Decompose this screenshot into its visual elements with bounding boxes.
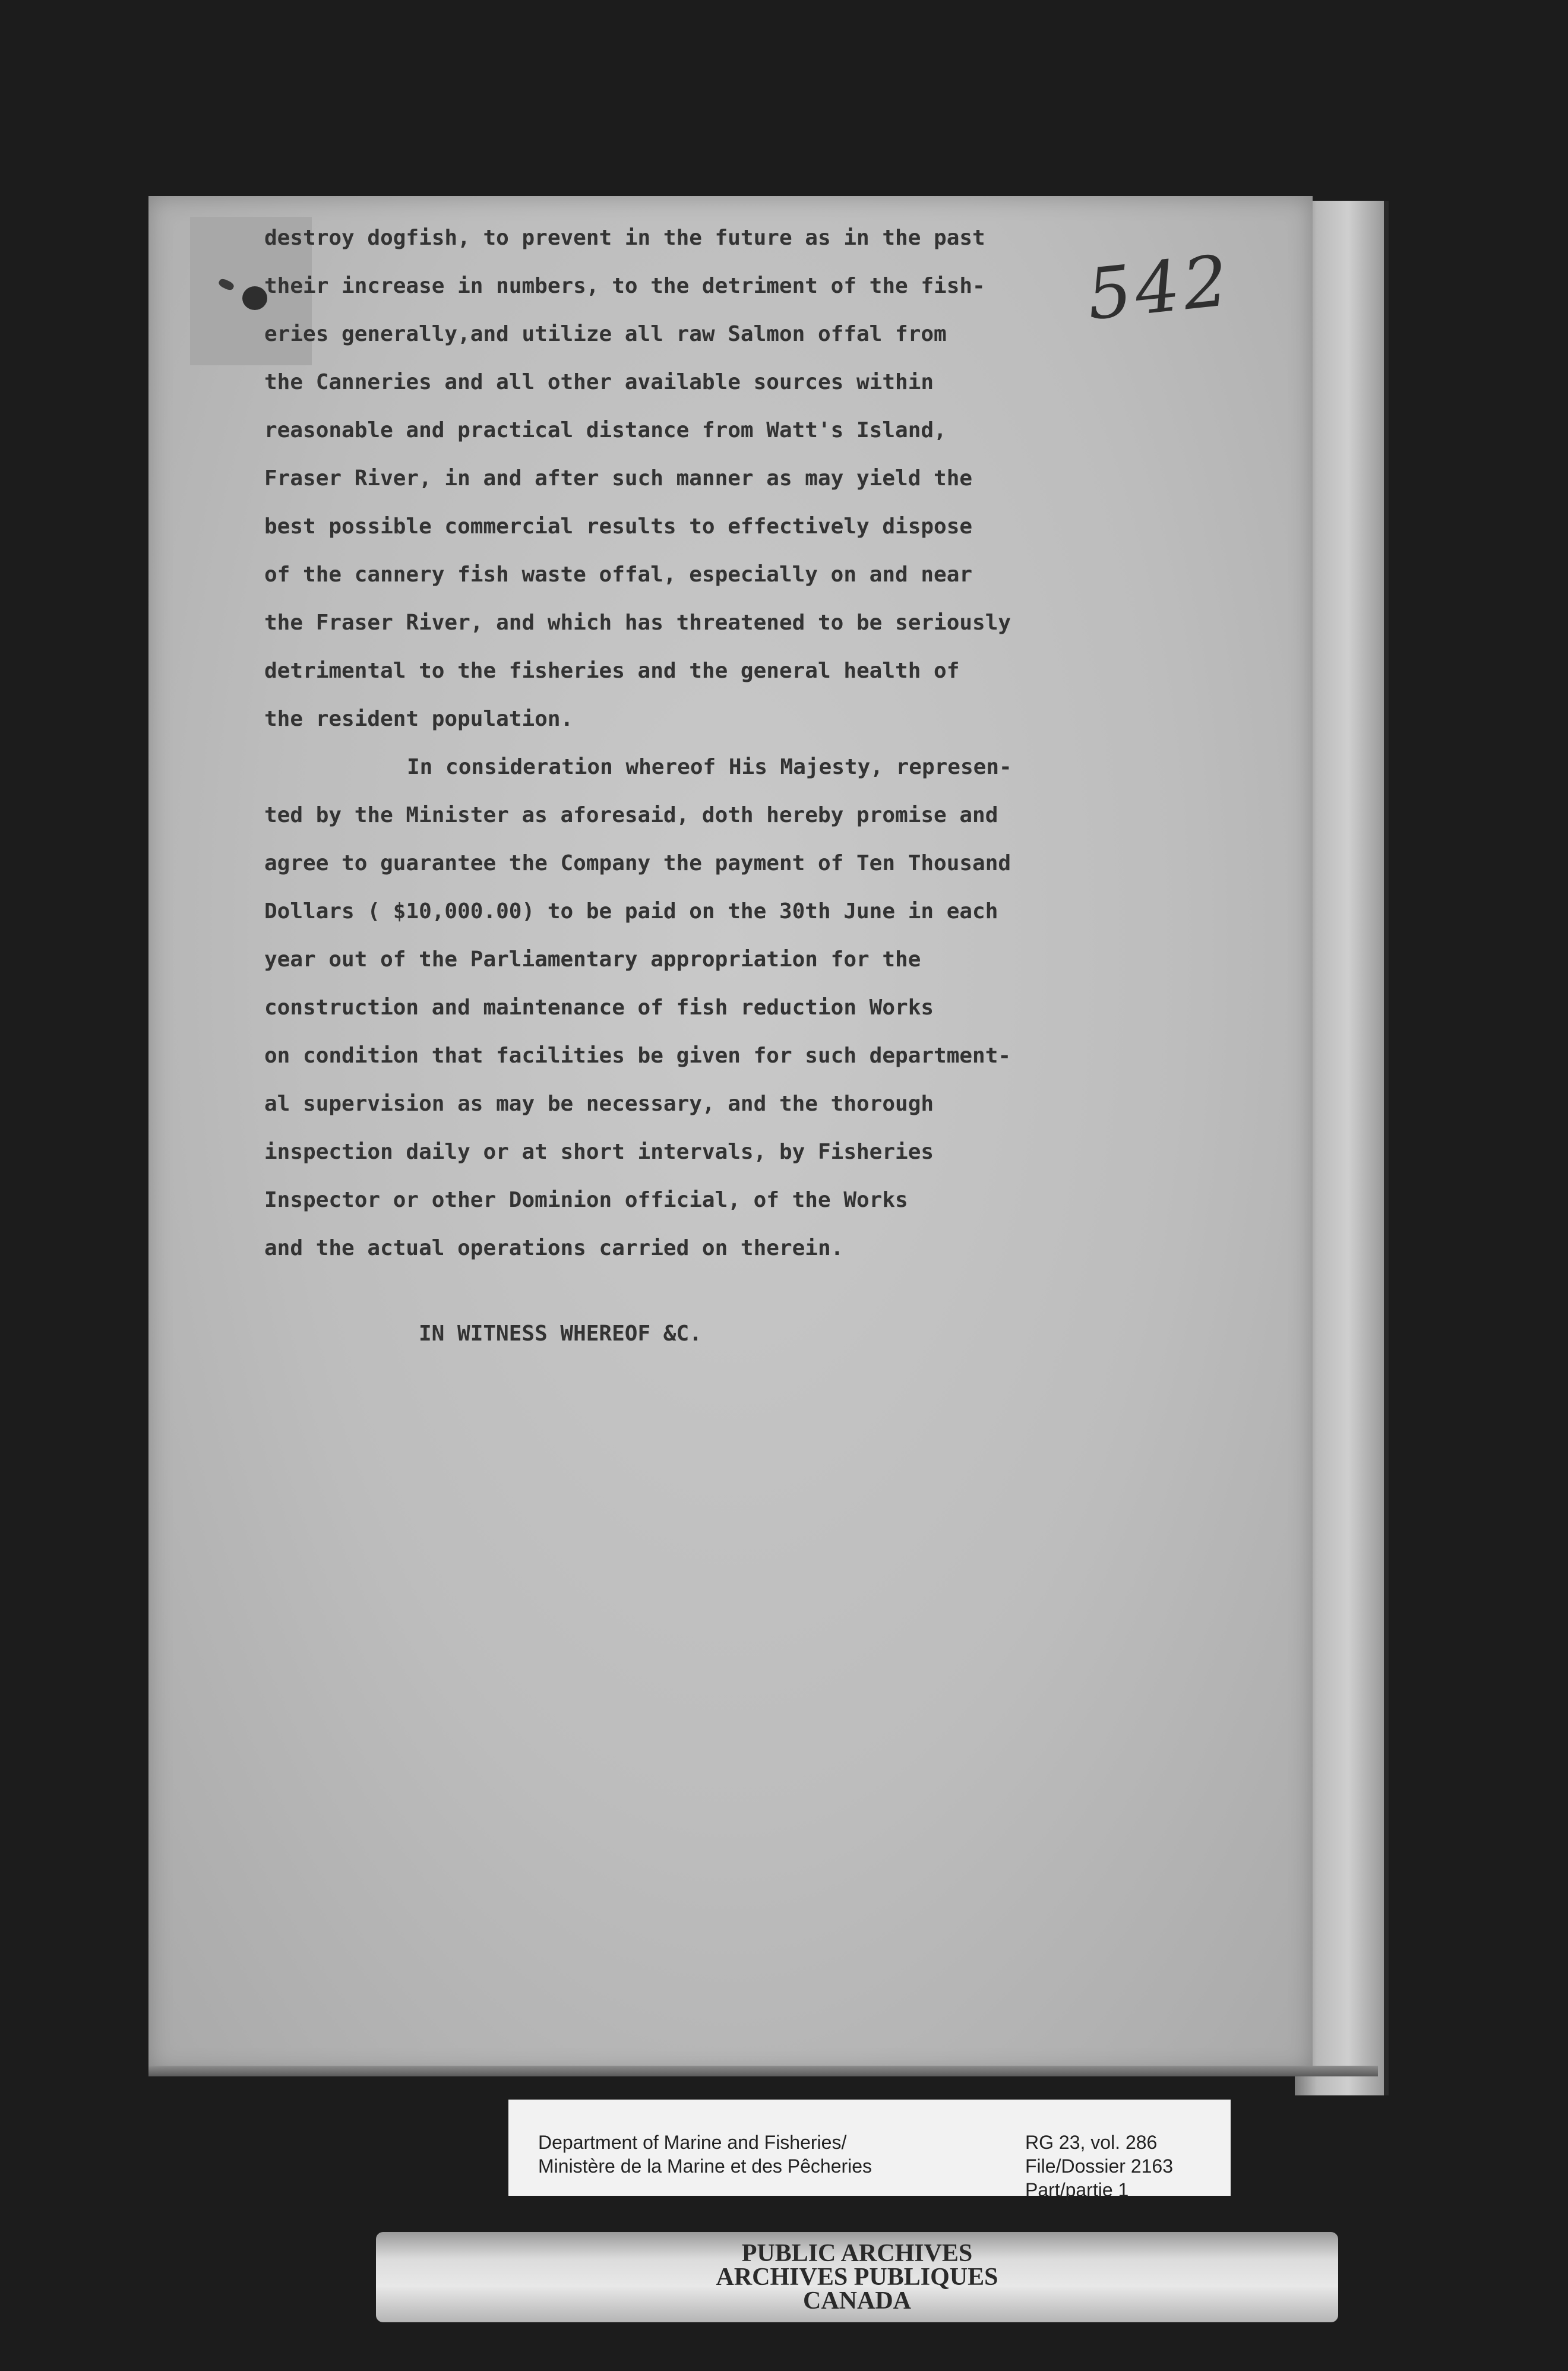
text-line: Inspector or other Dominion official, of the Works [264,1188,908,1212]
text-line: the Canneries and all other available sources within [264,370,934,394]
text-line: of the cannery fish waste offal, especially on and near [264,562,973,587]
text-line: on condition that facilities be given for such department- [264,1044,1011,1068]
archive-reference-card [507,2098,1232,2201]
paragraph-1 [264,214,1155,743]
archives-stamp-text [376,2242,1338,2313]
text-line: their increase in numbers, to the detriment of the fish- [264,274,985,298]
file-number: File/Dossier 2163 [1025,2155,1173,2177]
text-line: In consideration whereof His Majesty, represen- [407,755,1012,779]
text-line: Dollars ( $10,000.00) to be paid on the 30th June in each [264,899,998,924]
department-english: Department of Marine and Fisheries/ [538,2132,847,2153]
archives-stamp [376,2232,1338,2322]
sheet-bottom-edge [148,2066,1378,2076]
record-group: RG 23, vol. 286 [1025,2132,1158,2153]
text-line: and the actual operations carried on therein. [264,1236,844,1260]
text-line: construction and maintenance of fish reduction Works [264,995,934,1020]
text-line: eries generally,and utilize all raw Salmon offal from [264,322,947,346]
text-line: destroy dogfish, to prevent in the future as in the past [264,226,985,250]
text-line: the resident population. [264,707,574,731]
text-line: ted by the Minister as aforesaid, doth hereby promise and [264,803,998,827]
witness-line: IN WITNESS WHEREOF &C. [419,1322,702,1346]
text-line: year out of the Parliamentary appropriation for the [264,947,921,972]
folio-number: 542 [1083,239,1235,336]
paragraph-2 [264,743,1155,1272]
stamp-line: CANADA [803,2287,911,2315]
stamp-line: PUBLIC ARCHIVES [741,2240,973,2267]
text-line: agree to guarantee the Company the payment of Ten Thousand [264,851,1011,875]
text-line: inspection daily or at short intervals, by Fisheries [264,1140,934,1164]
text-line: al supervision as may be necessary, and the thorough [264,1092,934,1116]
reference-department [538,2130,872,2178]
department-french: Ministère de la Marine et des Pêcheries [538,2155,872,2177]
text-line: the Fraser River, and which has threatened to be seriously [264,611,1011,635]
part-number: Part/partie 1 [1025,2179,1129,2201]
stamp-line: ARCHIVES PUBLIQUES [716,2263,998,2291]
underlying-page-shadow [1384,201,1389,2095]
text-line: Fraser River, in and after such manner as may yield the [264,466,973,491]
text-line: detrimental to the fisheries and the general health of [264,659,960,683]
text-line: reasonable and practical distance from Watt's Island, [264,418,947,442]
reference-numbers [1025,2130,1173,2202]
text-line: best possible commercial results to effectively dispose [264,514,973,539]
punch-hole [242,286,267,310]
document-body [264,214,1155,1272]
